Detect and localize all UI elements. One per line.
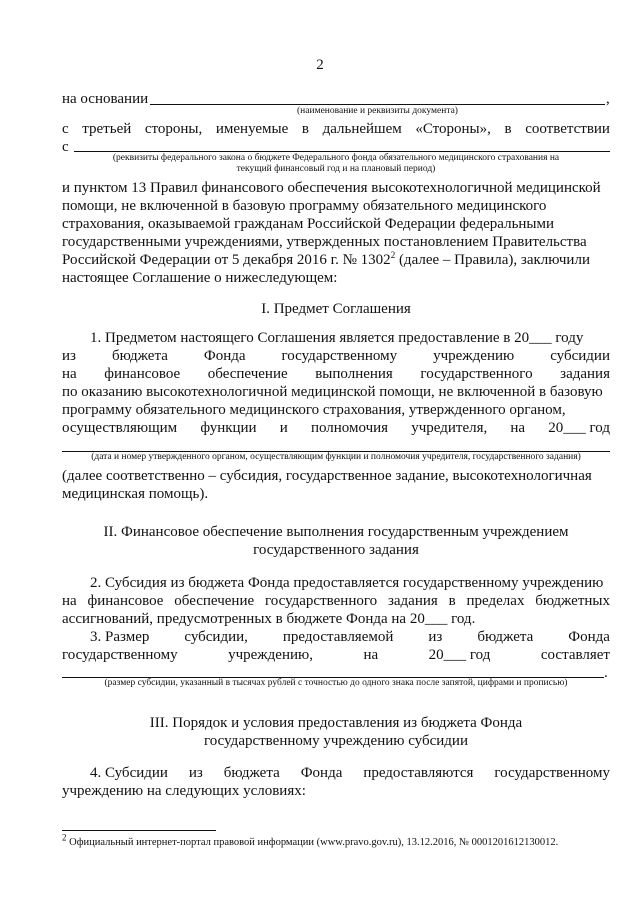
p1-line: осуществляющим функции и полномочия учредителя, на 20___ год (62, 420, 610, 436)
footnote-separator (62, 830, 216, 831)
p1-line: 1. Предметом настоящего Соглашения является предоставление в 20___ году (90, 330, 584, 346)
p3-line: 3. Размер субсидии, предоставляемой из бюджета Фонда (90, 629, 610, 645)
section-2-title: II. Финансовое обеспечение выполнения государственным учреждением (103, 524, 569, 540)
p1-line: (далее соответственно – субсидия, государственное задание, высокотехнологичная (62, 468, 592, 484)
assignment-caption: (дата и номер утвержденного органом, осуществляющим функции и полномочия учредителя, государственного задания) (91, 452, 581, 462)
preamble-line: страхования, оказываемой гражданам Российской Федерации федеральными (62, 216, 555, 232)
p1-line: на финансовое обеспечение выполнения государственного задания (62, 366, 610, 382)
law-caption-1: (реквизиты федерального закона о бюджете Федерального фонда обязательного медицинского страхования на (112, 153, 560, 163)
section-1-title: I. Предмет Соглашения (261, 301, 411, 317)
p2-line: ассигнований, предусмотренных в бюджете Фонда на 20___ год. (62, 611, 476, 627)
footnote-mark: 2 (62, 832, 67, 843)
footnote-ref: 2 (390, 250, 396, 260)
p3-line: государственному учреждению, на 20___ год составляет (62, 647, 610, 663)
preamble-line: помощи, не включенной в базовую программу обязательного медицинского (62, 198, 547, 214)
section-3-title: III. Порядок и условия предоставления из бюджета Фонда (149, 715, 523, 731)
preamble-line: и пунктом 13 Правил финансового обеспечения высокотехнологичной медицинской (62, 180, 601, 196)
preamble-line: государственными учреждениями, утвержденных постановлением Правительства (62, 234, 587, 250)
basis-caption: (наименование и реквизиты документа) (297, 106, 458, 116)
law-blank (74, 151, 610, 152)
p2-line: на финансовое обеспечение государственного задания в пределах бюджетных (62, 593, 610, 609)
p1-line: программу обязательного медицинского страхования, утвержденного органом, (62, 402, 566, 418)
basis-blank (150, 104, 605, 105)
p1-line: из бюджета Фонда государственному учреждению субсидии (62, 348, 610, 364)
page-number: 2 (316, 57, 324, 73)
section-2-title: государственного задания (253, 542, 419, 558)
p1-line: по оказанию высокотехнологичной медицинской помощи, не включенной в базовую (62, 384, 603, 400)
basis-comma: , (606, 91, 610, 107)
parties-line: с третьей стороны, именуемые в дальнейшем «Стороны», в соответствии (62, 121, 610, 137)
basis-label: на основании (62, 91, 149, 107)
subsidy-amount-dot: . (604, 665, 608, 681)
footnote: $^2$ Официальный интернет-портал правовой информации (www.pravo.gov.ru), 13.12.2016, № 0001201612130012. (62, 832, 559, 848)
p2-line: 2. Субсидия из бюджета Фонда предоставляется государственному учреждению (90, 575, 604, 591)
subsidy-amount-caption: (размер субсидии, указанный в тысячах рублей с точностью до одного знака после запятой, цифрами и прописью) (104, 678, 568, 688)
law-caption-2: текущий финансовый год и на плановый период) (236, 164, 436, 174)
section-3-title: государственному учреждению субсидии (204, 733, 468, 749)
p4-line: 4. Субсидии из бюджета Фонда предоставляются государственному (90, 765, 610, 781)
p4-line: учреждению на следующих условиях: (62, 783, 306, 799)
preamble-line-5: Российской Федерации от 5 декабря 2016 г. № 1302$^2$ (далее – Правила), заключили (62, 250, 590, 268)
with-label: с (62, 139, 69, 155)
p1-line: медицинская помощь). (62, 486, 209, 502)
preamble-line: настоящее Соглашение о нижеследующем: (62, 270, 338, 286)
